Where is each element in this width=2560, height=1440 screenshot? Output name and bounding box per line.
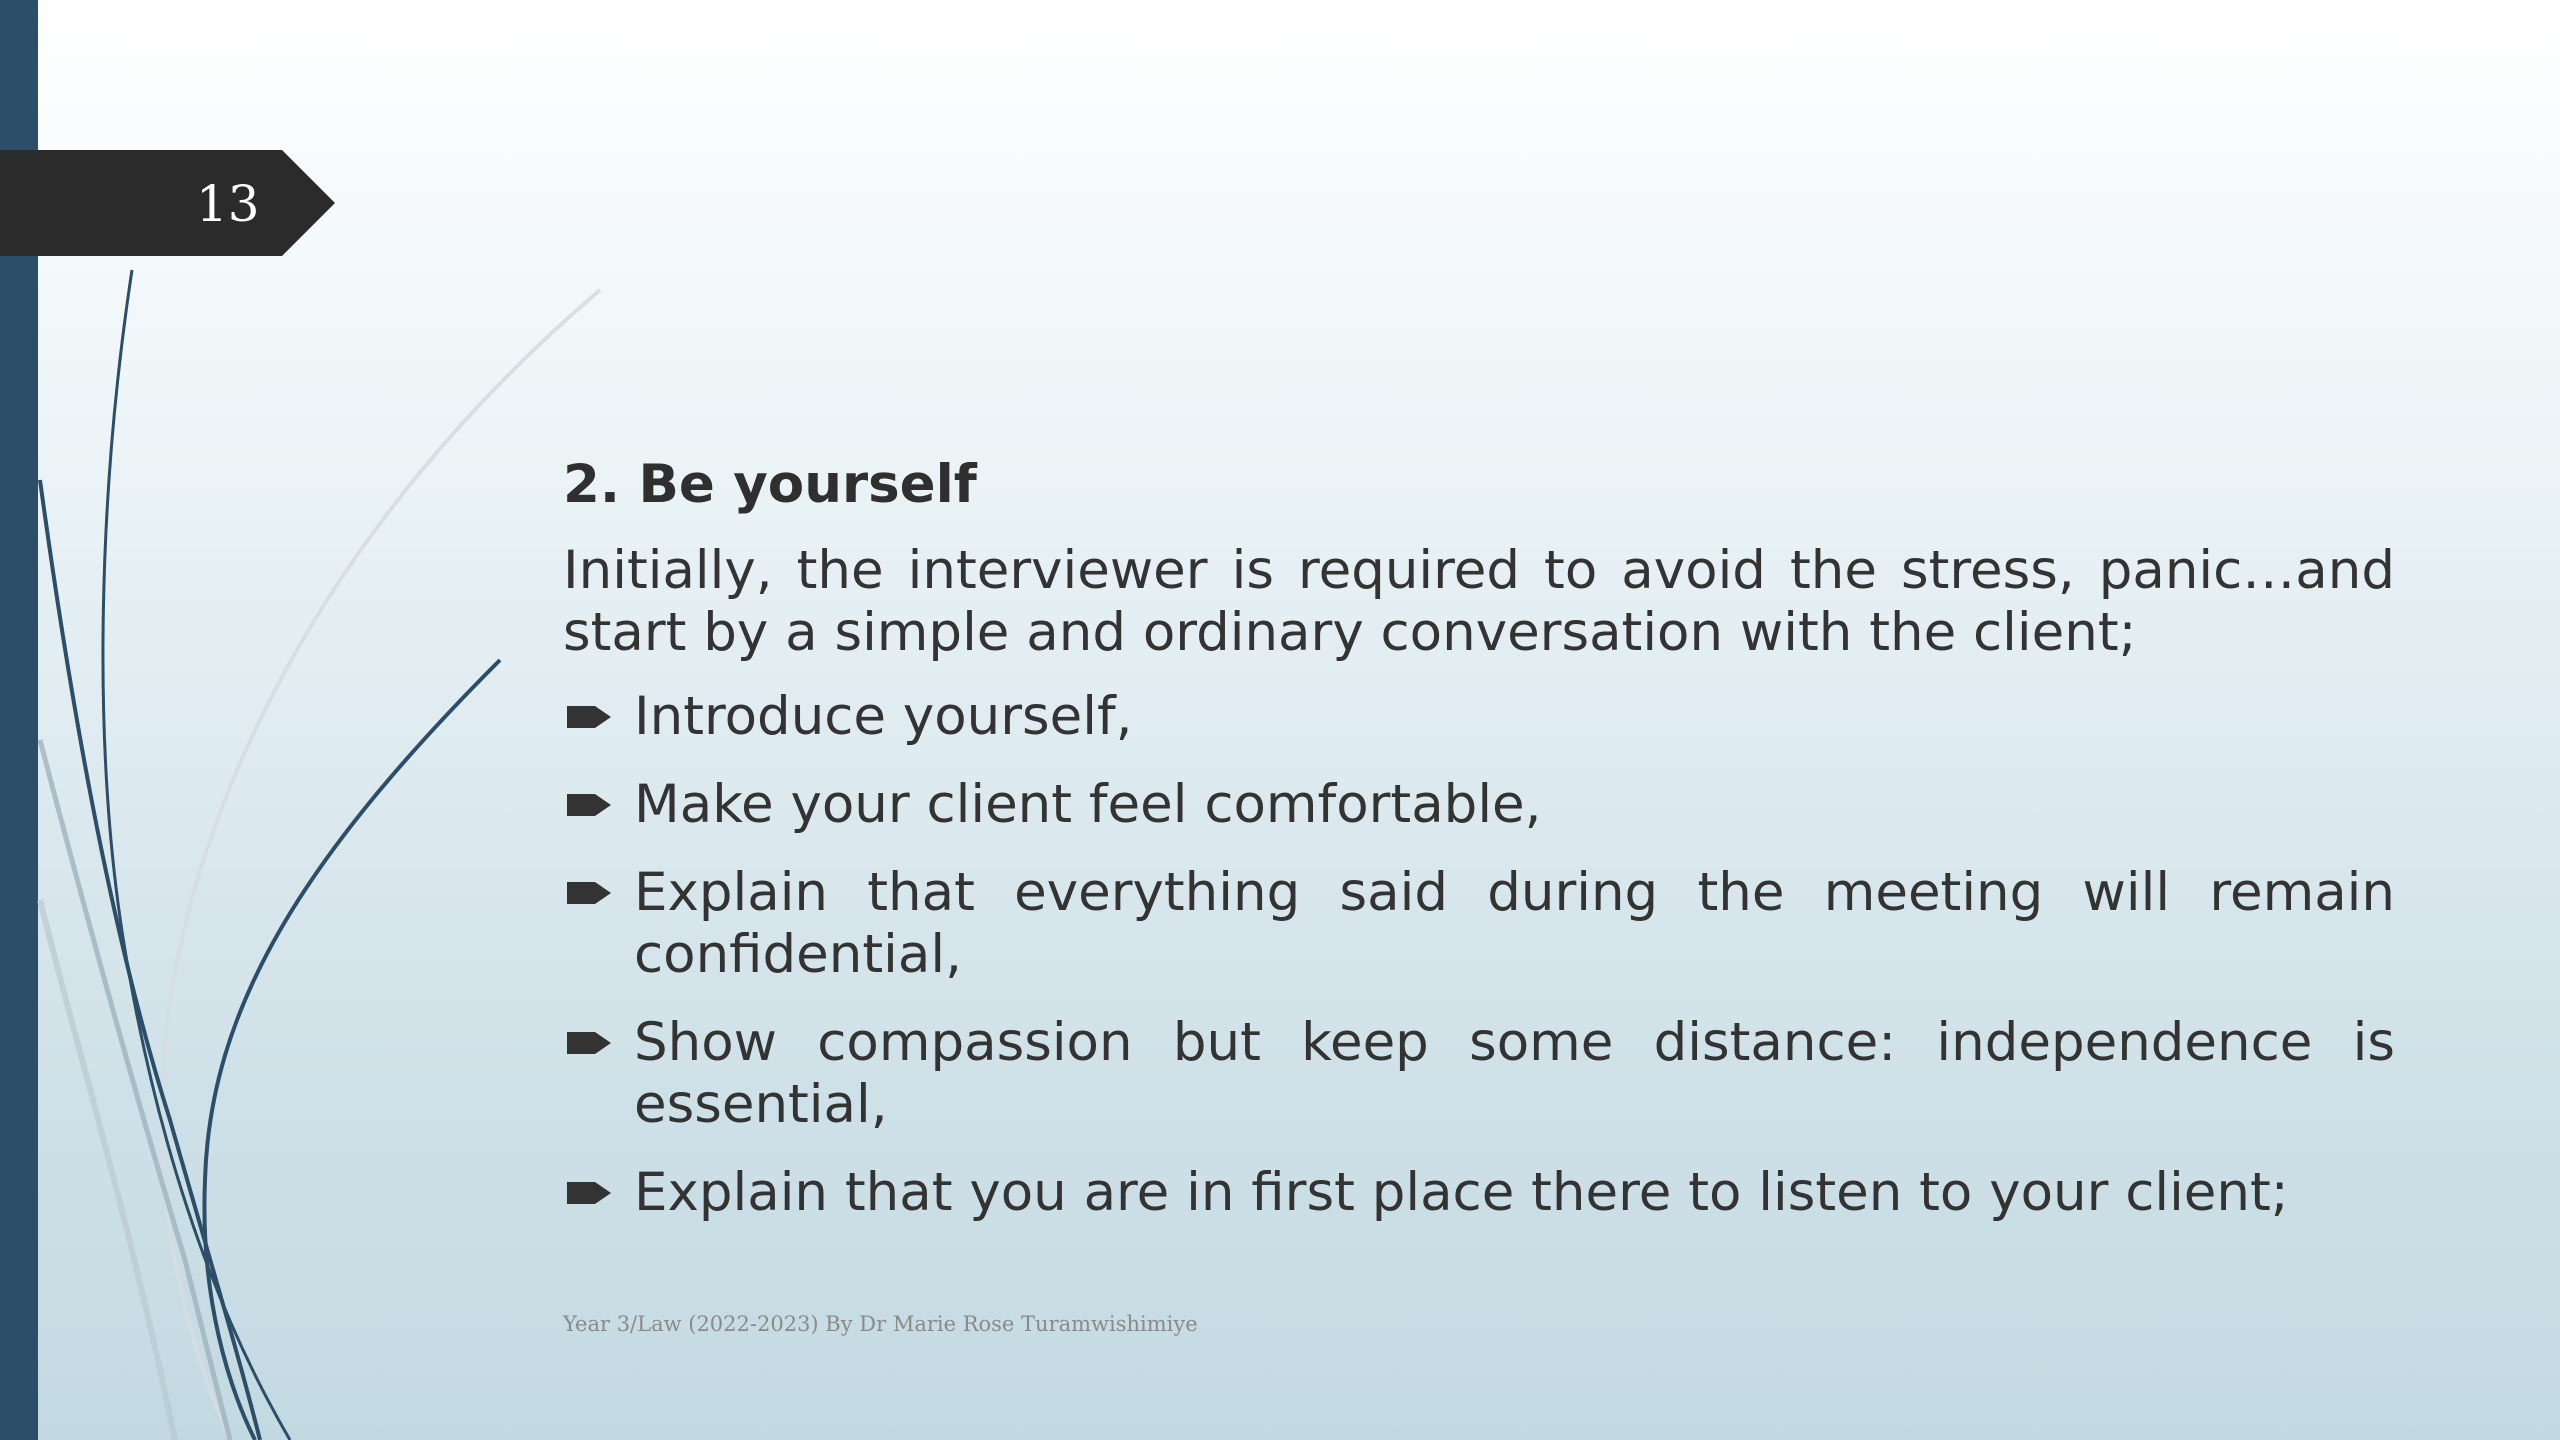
slide-heading: 2. Be yourself xyxy=(563,454,977,515)
arrow-bullet-icon xyxy=(565,702,613,732)
slide-number-tab xyxy=(0,150,335,256)
bullet-list xyxy=(563,686,2395,1224)
arrow-bullet-icon xyxy=(565,1028,613,1058)
bullet-item xyxy=(563,774,2395,836)
bullet-item xyxy=(563,686,2395,748)
bullet-text: Explain that you are in first place there to listen to your client; xyxy=(634,1162,2289,1223)
bullet-text: Explain that everything said during the meeting will remain confidential, xyxy=(634,862,2395,985)
slide-content xyxy=(563,450,2395,1250)
bullet-item xyxy=(563,862,2395,986)
arrow-bullet-icon xyxy=(565,878,613,908)
arrow-bullet-icon xyxy=(565,790,613,820)
bullet-text: Show compassion but keep some distance: independence is essential, xyxy=(634,1012,2395,1135)
bullet-item xyxy=(563,1162,2395,1224)
bullet-text: Introduce yourself, xyxy=(634,686,1133,747)
intro-paragraph: Initially, the interviewer is required to avoid the stress, panic…and start by a simple and ordinary conversation with the client; xyxy=(563,540,2395,663)
bullet-text: Make your client feel comfortable, xyxy=(634,774,1542,835)
bullet-item xyxy=(563,1012,2395,1136)
arrow-bullet-icon xyxy=(565,1178,613,1208)
slide-number: 13 xyxy=(196,175,260,233)
slide-footer: Year 3/Law (2022-2023) By Dr Marie Rose Turamwishimiye xyxy=(563,1312,1198,1336)
